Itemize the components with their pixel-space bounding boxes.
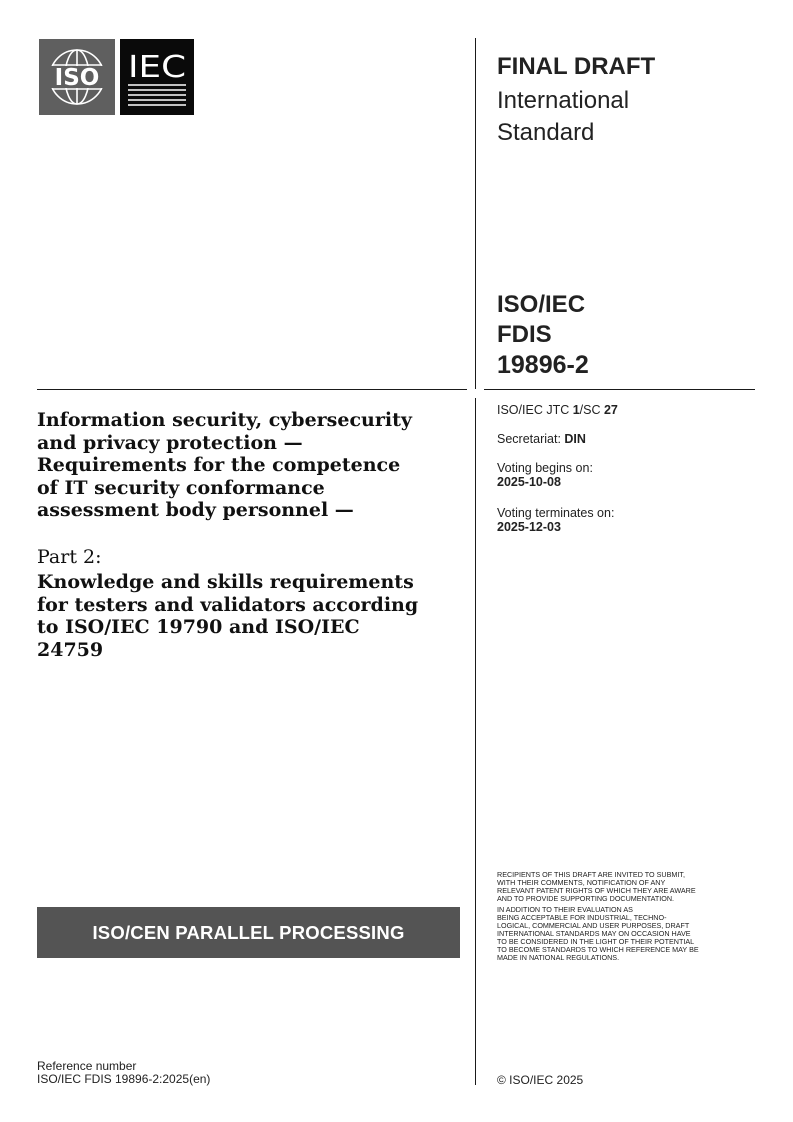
notice-line: AND TO PROVIDE SUPPORTING DOCUMENTATION. — [497, 894, 675, 903]
committee: ISO/IEC JTC 1/SC 27 — [497, 403, 618, 417]
document-type-line: Standard — [497, 119, 595, 146]
voting-begins-label: Voting begins on: — [497, 461, 593, 475]
standard-number-line: ISO/IEC — [497, 291, 586, 318]
part-title-line: for testers and validators according — [37, 593, 419, 616]
notice-paragraph-1 — [497, 871, 759, 903]
notice-line: BEING ACCEPTABLE FOR INDUSTRIAL, TECHNO- — [497, 913, 667, 922]
copyright: © ISO/IEC 2025 — [497, 1073, 584, 1087]
notice-line: TO BE CONSIDERED IN THE LIGHT OF THEIR POTENTIAL — [497, 937, 695, 946]
left-horizontal-rule — [37, 389, 467, 390]
voting-begins-date: 2025-10-08 — [497, 475, 561, 489]
secretariat: Secretariat: DIN — [497, 432, 586, 446]
document-status: FINAL DRAFT — [497, 53, 656, 80]
title-line: and privacy protection — — [37, 431, 303, 454]
parallel-processing-banner — [37, 907, 460, 958]
notice-paragraph-2 — [497, 906, 759, 962]
notice-line: WITH THEIR COMMENTS, NOTIFICATION OF ANY — [497, 878, 666, 887]
title-line: of IT security conformance — [37, 476, 325, 499]
part-title-line: to ISO/IEC 19790 and ISO/IEC — [37, 616, 360, 638]
column-divider-bottom — [475, 398, 476, 1085]
right-horizontal-rule — [484, 389, 755, 390]
title-line: assessment body personnel — — [37, 499, 354, 521]
notice-line: IN ADDITION TO THEIR EVALUATION AS — [497, 905, 633, 914]
iso-logo-text: ISO — [54, 65, 100, 91]
notice-line: LOGICAL, COMMERCIAL AND USER PURPOSES, DRAFT — [497, 921, 690, 930]
iec-mark-icon — [120, 39, 194, 115]
document-title — [37, 409, 447, 522]
title-line: Information security, cybersecurity — [37, 409, 412, 431]
iec-logo-text: IEC — [128, 50, 186, 85]
part-title-line: 24759 — [37, 638, 104, 661]
reference-number: ISO/IEC FDIS 19896-2:2025(en) — [37, 1072, 211, 1086]
notice-line: RELEVANT PATENT RIGHTS OF WHICH THEY ARE AWARE — [497, 886, 696, 895]
iso-logo — [39, 39, 115, 115]
part-label: Part 2: — [37, 546, 102, 568]
notice-line: RECIPIENTS OF THIS DRAFT ARE INVITED TO SUBMIT, — [497, 870, 685, 879]
iso-globe-icon — [39, 39, 115, 115]
document-type-line: International — [497, 87, 630, 114]
standard-number — [497, 290, 757, 380]
voting-terminates-date: 2025-12-03 — [497, 520, 561, 534]
banner-text: ISO/CEN PARALLEL PROCESSING — [92, 921, 405, 943]
voting-begins — [497, 461, 757, 489]
standard-number-line: FDIS — [497, 321, 552, 348]
reference-number-label: Reference number — [37, 1059, 137, 1073]
voting-terminates — [497, 506, 757, 534]
notice-line: MADE IN NATIONAL REGULATIONS. — [497, 953, 620, 962]
iec-logo — [120, 39, 194, 115]
standard-number-line: 19896-2 — [497, 351, 589, 379]
document-type — [497, 85, 757, 149]
notice-line: INTERNATIONAL STANDARDS MAY ON OCCASION HAVE — [497, 929, 691, 938]
title-line: Requirements for the competence — [37, 454, 401, 476]
part-title-line: Knowledge and skills requirements — [37, 571, 414, 593]
part-title — [37, 571, 457, 661]
column-divider-top — [475, 38, 476, 389]
notice-line: TO BECOME STANDARDS TO WHICH REFERENCE MAY BE — [497, 945, 699, 954]
voting-terminates-label: Voting terminates on: — [497, 506, 615, 520]
